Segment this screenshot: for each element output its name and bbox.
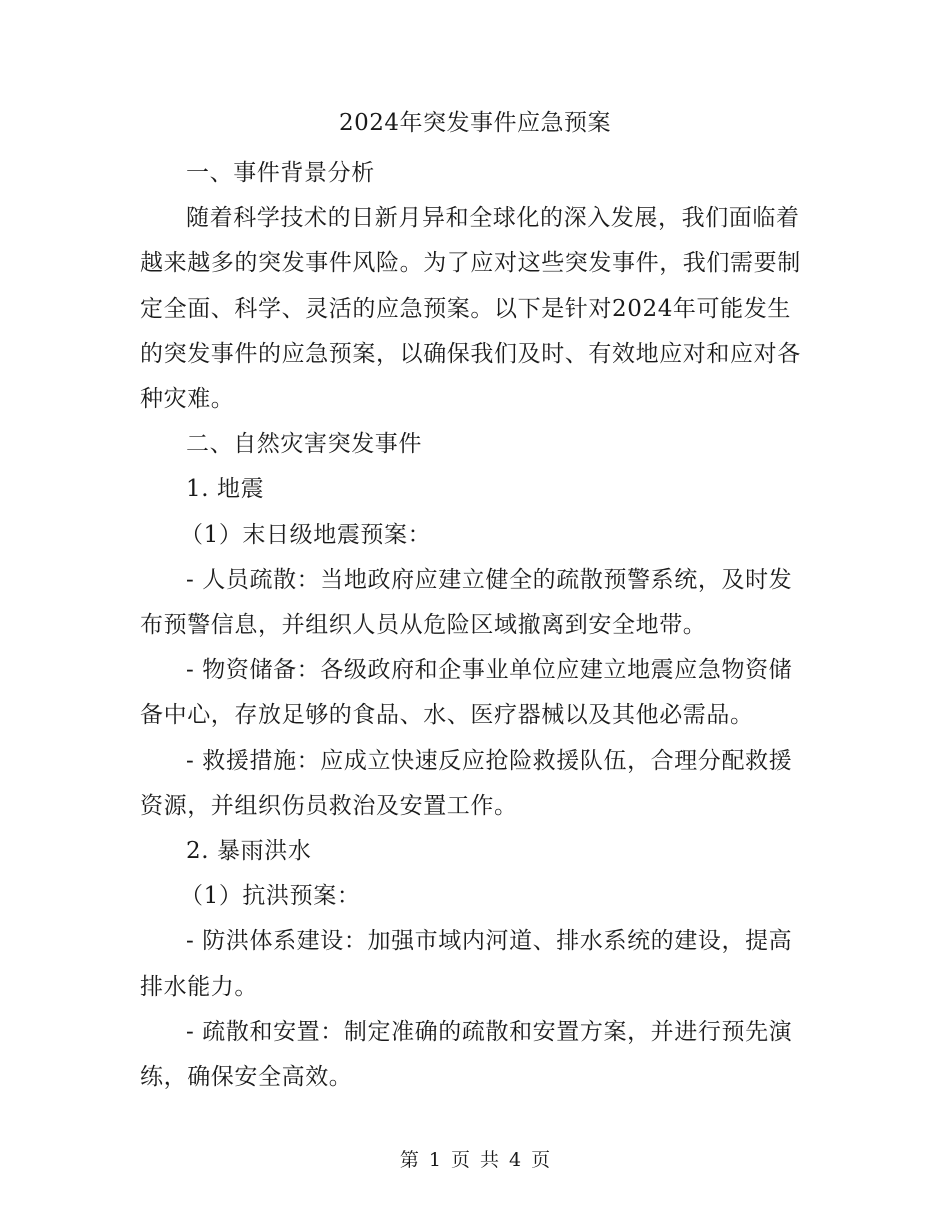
document-body xyxy=(140,151,810,1100)
subsection-heading: 2. 暴雨洪水 xyxy=(186,838,312,865)
section-heading: 一、事件背景分析 xyxy=(186,160,375,186)
list-item: - 物资储备：各级政府和企事业单位应建立地震应急物资储备中心，存放足够的食品、水、医疗器械以及其他必需品。 xyxy=(140,657,793,729)
paragraph: 随着科学技术的日新月异和全球化的深入发展，我们面临着越来越多的突发事件风险。为了应对这些突发事件，我们需要制定全面、科学、灵活的应急预案。以下是针对2024年可能发生的突发事件的应急预案，以确保我们及时、有效地应对和应对各种灾难。 xyxy=(140,205,801,413)
subsection-heading: 1. 地震 xyxy=(186,476,265,503)
subsection-item: （1）末日级地震预案： xyxy=(180,521,432,548)
list-item: - 防洪体系建设：加强市域内河道、排水系统的建设，提高排水能力。 xyxy=(140,928,793,1000)
list-item: - 人员疏散：当地政府应建立健全的疏散预警系统，及时发布预警信息，并组织人员从危险区域撤离到安全地带。 xyxy=(140,566,793,639)
list-item: - 救援措施：应成立快速反应抢险救援队伍，合理分配救援资源，并组织伤员救治及安置工作。 xyxy=(140,747,793,819)
subsection-item: （1）抗洪预案： xyxy=(180,883,361,910)
page-footer: 第 1 页 共 4 页 xyxy=(399,1149,551,1171)
list-item: - 疏散和安置：制定准确的疏散和安置方案，并进行预先演练，确保安全高效。 xyxy=(140,1018,793,1091)
document-title: 2024年突发事件应急预案 xyxy=(338,110,612,136)
section-heading: 二、自然灾害突发事件 xyxy=(186,431,422,458)
